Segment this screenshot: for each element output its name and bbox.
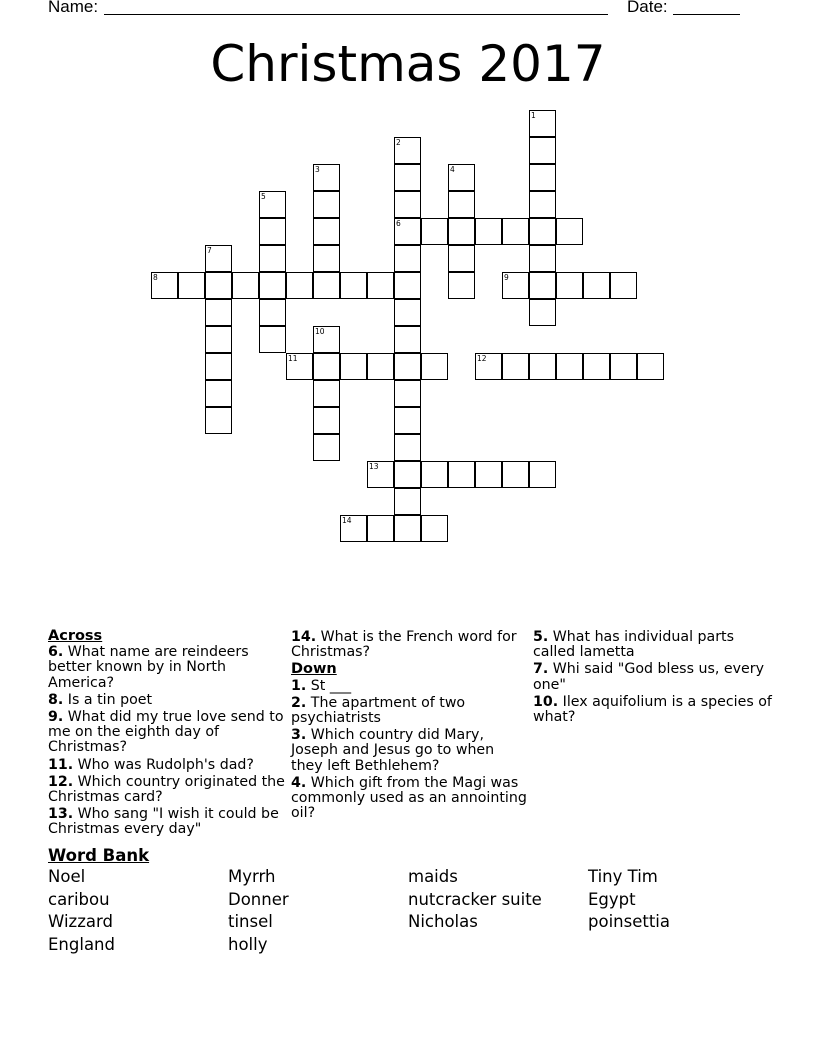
word-bank-item: Donner — [228, 889, 289, 909]
grid-cell[interactable] — [394, 326, 421, 353]
grid-cell[interactable] — [313, 218, 340, 245]
grid-cell[interactable] — [448, 191, 475, 218]
clue-number: 6. — [48, 644, 64, 661]
clue-across-8 — [48, 693, 286, 708]
clue-number: 8. — [48, 691, 64, 708]
crossword-grid — [151, 110, 664, 542]
grid-cell[interactable] — [313, 407, 340, 434]
cell-number: 13 — [369, 462, 379, 471]
grid-cell[interactable] — [529, 299, 556, 326]
grid-cell[interactable] — [313, 326, 340, 353]
grid-cell[interactable] — [448, 164, 475, 191]
grid-cell[interactable] — [502, 218, 529, 245]
grid-cell[interactable] — [475, 353, 502, 380]
grid-cell[interactable] — [502, 461, 529, 488]
word-bank-item: Wizzard — [48, 912, 113, 932]
grid-cell[interactable] — [394, 164, 421, 191]
word-bank-item: nutcracker suite — [408, 889, 542, 909]
clue-down-5 — [533, 630, 773, 660]
clue-number: 11. — [48, 756, 74, 773]
grid-cell[interactable] — [448, 218, 475, 245]
grid-cell[interactable] — [313, 380, 340, 407]
across-heading: Across — [48, 628, 103, 644]
name-blank-line[interactable] — [104, 14, 608, 15]
clue-across-11 — [48, 758, 286, 773]
clue-text: St ___ — [310, 677, 352, 694]
cell-number: 4 — [450, 165, 455, 174]
grid-cell[interactable] — [259, 218, 286, 245]
clue-text: What is the French word for Christmas? — [291, 629, 517, 661]
grid-cell[interactable] — [421, 353, 448, 380]
grid-cell[interactable] — [394, 299, 421, 326]
grid-cell[interactable] — [367, 272, 394, 299]
word-bank-item: Myrrh — [228, 867, 276, 886]
grid-cell[interactable] — [448, 272, 475, 299]
grid-cell[interactable] — [259, 299, 286, 326]
grid-cell[interactable] — [529, 164, 556, 191]
grid-cell[interactable] — [394, 407, 421, 434]
grid-cell[interactable] — [448, 245, 475, 272]
grid-cell[interactable] — [529, 353, 556, 380]
cell-number: 9 — [504, 273, 509, 282]
grid-cell[interactable] — [475, 461, 502, 488]
word-bank-item: holly — [228, 935, 268, 955]
cell-number: 11 — [288, 354, 298, 363]
grid-cell[interactable] — [313, 353, 340, 380]
grid-cell[interactable] — [286, 272, 313, 299]
clue-number: 4. — [291, 774, 307, 791]
clue-text: Is a tin poet — [67, 691, 153, 708]
grid-cell[interactable] — [286, 353, 313, 380]
clue-down-3 — [291, 728, 529, 774]
clue-number: 14. — [291, 629, 317, 645]
date-label: Date: — [627, 0, 668, 16]
grid-cell[interactable] — [394, 137, 421, 164]
clue-text: What did my true love send to me on the eighth day of Christmas? — [48, 709, 284, 756]
grid-cell[interactable] — [448, 461, 475, 488]
grid-cell[interactable] — [205, 407, 232, 434]
grid-cell[interactable] — [205, 299, 232, 326]
date-blank-line[interactable] — [673, 14, 740, 15]
clue-text: Whi said "God bless us, every one" — [533, 661, 764, 693]
cell-number: 14 — [342, 516, 352, 525]
word-bank-item: England — [48, 935, 115, 955]
clue-text: Ilex aquifolium is a species of what? — [533, 693, 772, 726]
cell-number: 7 — [207, 246, 212, 255]
grid-cell[interactable] — [529, 191, 556, 218]
grid-cell[interactable] — [394, 488, 421, 515]
clue-number: 5. — [533, 629, 549, 645]
clues-column-2 — [291, 627, 529, 823]
word-bank — [48, 867, 768, 958]
page-title: Christmas 2017 — [210, 35, 606, 93]
grid-cell[interactable] — [394, 353, 421, 380]
word-bank-item: tinsel — [228, 912, 273, 932]
word-bank-item: maids — [408, 867, 458, 886]
grid-cell[interactable] — [529, 218, 556, 245]
clue-text: Which country originated the Christmas card? — [48, 773, 285, 806]
clues-column-3 — [533, 627, 773, 727]
grid-cell[interactable] — [421, 461, 448, 488]
clue-across-6 — [48, 645, 286, 691]
grid-cell[interactable] — [313, 434, 340, 461]
grid-cell[interactable] — [313, 164, 340, 191]
clue-text: What name are reindeers better known by in North America? — [48, 644, 249, 691]
clue-across-14 — [291, 630, 529, 660]
grid-cell[interactable] — [259, 245, 286, 272]
grid-cell[interactable] — [394, 461, 421, 488]
clue-number: 2. — [291, 694, 307, 711]
grid-cell[interactable] — [394, 272, 421, 299]
grid-cell[interactable] — [340, 272, 367, 299]
cell-number: 5 — [261, 192, 266, 201]
grid-cell[interactable] — [556, 353, 583, 380]
grid-cell[interactable] — [313, 191, 340, 218]
clue-number: 13. — [48, 806, 74, 823]
grid-cell[interactable] — [367, 515, 394, 542]
grid-cell[interactable] — [394, 515, 421, 542]
grid-cell[interactable] — [205, 326, 232, 353]
grid-cell[interactable] — [367, 461, 394, 488]
clue-number: 12. — [48, 773, 74, 790]
clue-down-4 — [291, 776, 529, 822]
cell-number: 2 — [396, 138, 401, 147]
word-bank-item: Egypt — [588, 889, 636, 909]
grid-cell[interactable] — [583, 353, 610, 380]
grid-cell[interactable] — [502, 353, 529, 380]
grid-cell[interactable] — [205, 272, 232, 299]
name-label: Name: — [48, 0, 99, 16]
grid-cell[interactable] — [340, 515, 367, 542]
grid-cell[interactable] — [421, 218, 448, 245]
clue-text: The apartment of two psychiatrists — [291, 694, 466, 727]
grid-cell[interactable] — [259, 191, 286, 218]
clue-number: 9. — [48, 709, 64, 726]
grid-cell[interactable] — [313, 245, 340, 272]
grid-cell[interactable] — [205, 245, 232, 272]
clue-number: 1. — [291, 677, 307, 694]
grid-cell[interactable] — [259, 326, 286, 353]
grid-cell[interactable] — [259, 272, 286, 299]
clue-number: 10. — [533, 693, 559, 710]
word-bank-item: Nicholas — [408, 912, 478, 932]
cell-number: 8 — [153, 273, 158, 282]
word-bank-item: Noel — [48, 867, 86, 886]
cell-number: 1 — [531, 111, 536, 120]
clue-down-7 — [533, 662, 773, 692]
word-bank-item: poinsettia — [588, 912, 670, 932]
down-heading: Down — [291, 661, 337, 678]
clue-number: 7. — [533, 661, 549, 678]
clue-down-1 — [291, 679, 529, 694]
grid-cell[interactable] — [556, 272, 583, 299]
grid-cell[interactable] — [529, 110, 556, 137]
grid-cell[interactable] — [529, 272, 556, 299]
grid-cell[interactable] — [394, 191, 421, 218]
grid-cell[interactable] — [367, 353, 394, 380]
cell-number: 6 — [396, 219, 401, 228]
grid-cell[interactable] — [232, 272, 259, 299]
clue-across-13 — [48, 807, 286, 837]
clue-down-2 — [291, 696, 529, 726]
cell-number: 3 — [315, 165, 320, 174]
word-bank-item: caribou — [48, 889, 110, 909]
clue-text: What has individual parts called lametta — [533, 629, 735, 661]
cell-number: 10 — [315, 327, 325, 336]
clue-text: Who sang "I wish it could be Christmas every day" — [48, 806, 279, 838]
grid-cell[interactable] — [583, 272, 610, 299]
grid-cell[interactable] — [394, 218, 421, 245]
grid-cell[interactable] — [394, 245, 421, 272]
grid-cell[interactable] — [610, 353, 637, 380]
cell-number: 12 — [477, 354, 487, 363]
clue-text: Which country did Mary, Joseph and Jesus go to when they left Bethlehem? — [291, 727, 495, 774]
grid-cell[interactable] — [529, 461, 556, 488]
word-bank-title: Word Bank — [48, 846, 150, 865]
grid-cell[interactable] — [151, 272, 178, 299]
clue-text: Who was Rudolph's dad? — [77, 756, 254, 773]
grid-cell[interactable] — [637, 353, 664, 380]
word-bank-item: Tiny Tim — [588, 867, 658, 886]
grid-cell[interactable] — [556, 218, 583, 245]
grid-cell[interactable] — [205, 380, 232, 407]
grid-cell[interactable] — [529, 245, 556, 272]
grid-cell[interactable] — [340, 353, 367, 380]
clue-across-9 — [48, 710, 286, 756]
grid-cell[interactable] — [475, 218, 502, 245]
grid-cell[interactable] — [502, 272, 529, 299]
clue-down-10 — [533, 695, 773, 725]
clue-across-12 — [48, 775, 286, 805]
grid-cell[interactable] — [421, 515, 448, 542]
clue-text: Which gift from the Magi was commonly used as an annointing oil? — [291, 774, 527, 822]
grid-cell[interactable] — [394, 434, 421, 461]
grid-cell[interactable] — [610, 272, 637, 299]
clues-column-1 — [48, 627, 286, 840]
grid-cell[interactable] — [313, 272, 340, 299]
grid-cell[interactable] — [205, 353, 232, 380]
grid-cell[interactable] — [529, 137, 556, 164]
grid-cell[interactable] — [394, 380, 421, 407]
clue-number: 3. — [291, 727, 307, 744]
grid-cell[interactable] — [178, 272, 205, 299]
